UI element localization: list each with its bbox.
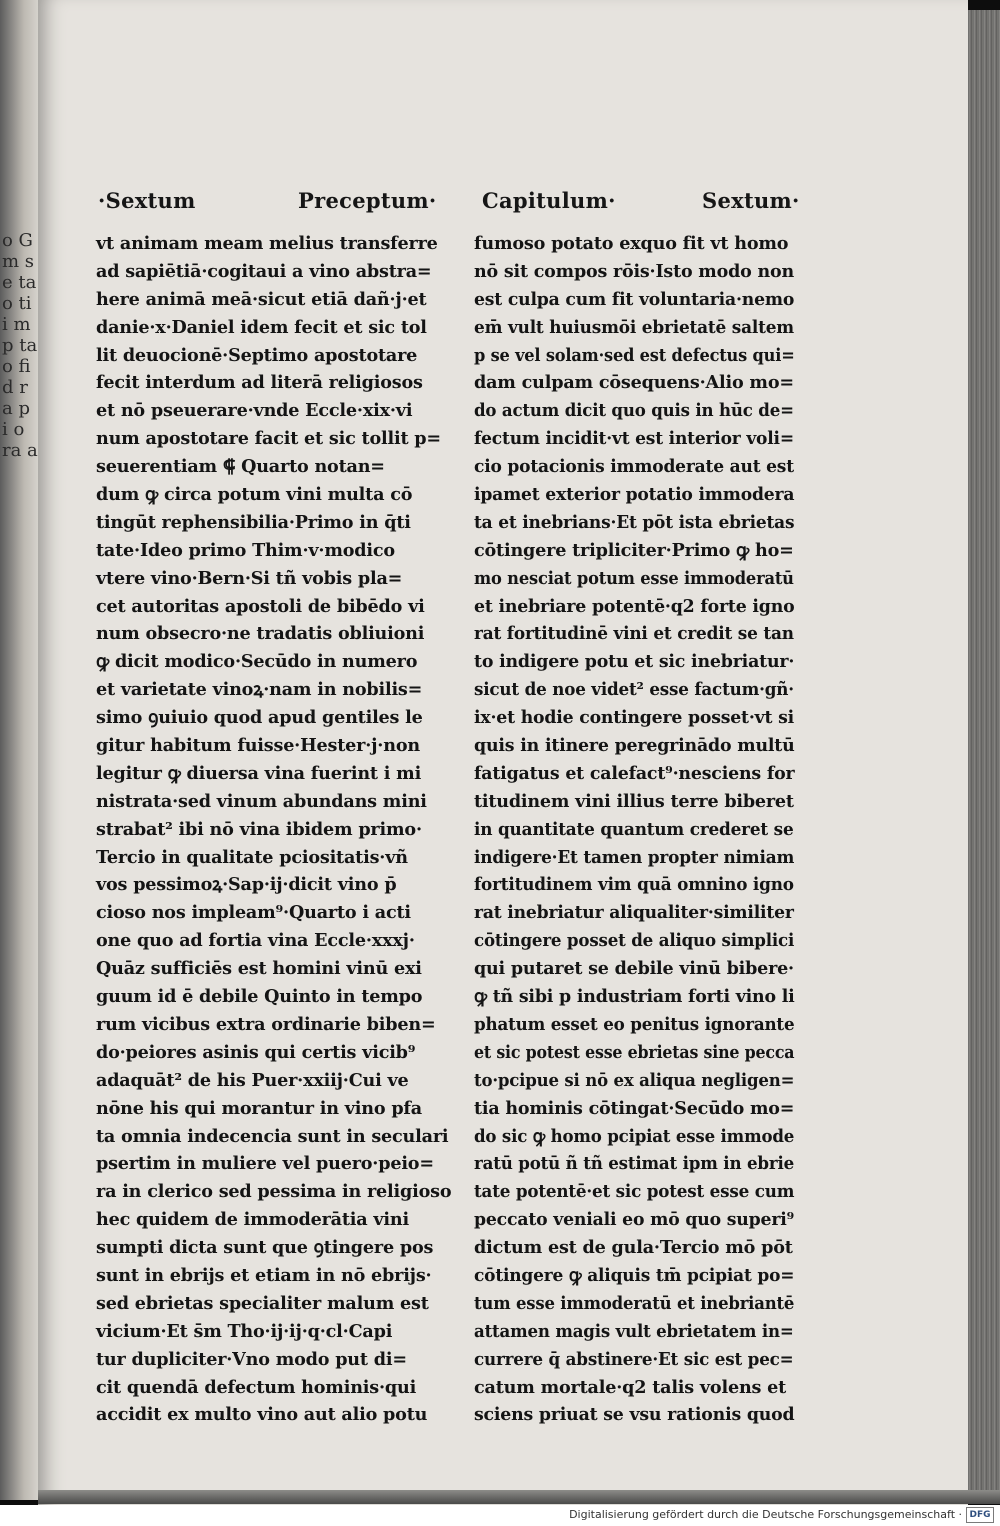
text-line: ꝙ dicit modico·Secūdo in numero <box>96 651 418 673</box>
text-line: vicium·Et s̄m Tho·ij·ij·q·cl·Capi <box>96 1320 393 1342</box>
text-line: currere q̄ abstinere·Et sic est pec= <box>474 1348 794 1370</box>
text-line: rum vicibus extra ordinarie biben= <box>96 1013 436 1035</box>
text-line: hec quidem de immoderātia vini <box>96 1209 409 1231</box>
text-line: rat inebriatur aliqualiter·similiter <box>474 902 794 924</box>
text-line: tate·Ideo primo Thim·v·modico <box>96 539 395 561</box>
text-line: cioso nos impleam⁹·Quarto i acti <box>96 902 411 924</box>
text-line: gitur habitum fuisse·Hester·j·non <box>96 735 420 757</box>
text-line: Tercio in qualitate pciositatis·vñ <box>96 846 408 868</box>
text-line: attamen magis vult ebrietatem in= <box>474 1320 794 1342</box>
text-line: sciens priuat se vsu rationis quod <box>474 1404 795 1426</box>
text-line: dam culpam cōsequens·Alio mo= <box>474 372 794 394</box>
text-line: fatigatus et calefact⁹·nesciens for <box>474 762 795 784</box>
text-line: indigere·Et tamen propter nimiam <box>474 846 795 868</box>
text-line: guum id ē debile Quinto in tempo <box>96 986 423 1008</box>
text-line: mo nesciat potum esse immoderatū <box>474 567 794 589</box>
previous-page-strip <box>0 0 40 1500</box>
text-line: nōne his qui morantur in vino pfa <box>96 1097 422 1119</box>
text-line: et varietate vinoꝝ·nam in nobilis= <box>96 679 423 701</box>
text-line: ta et inebrians·Et pōt ista ebrietas <box>474 511 795 533</box>
text-line: vos pessimoꝝ·Sap·ij·dicit vino p̄ <box>96 874 397 896</box>
text-line: catum mortale·q2 talis volens et <box>474 1376 787 1398</box>
text-line: vtere vino·Bern·Si tñ vobis pla= <box>96 567 403 589</box>
text-line: phatum esset eo penitus ignorante <box>474 1013 795 1035</box>
text-line: dictum est de gula·Tercio mō pōt <box>474 1237 793 1259</box>
margin-fragment: o G m se ta o ti i m p ta o fi d ra p i o ra a <box>2 230 38 461</box>
text-line: em̄ vult huiusmōi ebrietatē saltem <box>474 316 794 338</box>
text-line: et nō pseuerare·vnde Eccle·xix·vi <box>96 400 413 422</box>
text-line: ipamet exterior potatio immodera <box>474 484 795 506</box>
text-line: qui putaret se debile vinū bibere· <box>474 958 794 980</box>
text-line: nistrata·sed vinum abundans mini <box>96 790 427 812</box>
text-line: ix·et hodie contingere posset·vt si <box>474 707 794 729</box>
text-line: Quāz sufficiēs est homini vinū exi <box>96 958 422 980</box>
text-line: peccato veniali eo mō quo superi⁹ <box>474 1209 794 1231</box>
text-line: rat fortitudinē vini et credit se tan <box>474 623 794 645</box>
page-bottom-edge <box>38 1490 1000 1504</box>
text-line: to·pcipue si nō ex aliqua negligen= <box>474 1069 795 1091</box>
running-header-center-right: Capitulum· <box>482 188 616 213</box>
text-line: seuerentiam ⸿ Quarto notan= <box>96 456 385 478</box>
text-line: et inebriare potentē·q2 forte igno <box>474 595 795 617</box>
text-line: cōtingere ꝙ aliquis tm̄ pcipiat po= <box>474 1264 795 1286</box>
text-line: fumoso potato exquo fit vt homo <box>474 233 789 254</box>
text-line: num apostotare facit et sic tollit p= <box>96 428 441 450</box>
text-line: in quantitate quantum crederet se <box>474 818 794 840</box>
text-line: sunt in ebrijs et etiam in nō ebrijs· <box>96 1264 432 1286</box>
text-line: tia hominis cōtingat·Secūdo mo= <box>474 1097 795 1119</box>
text-line: sicut de noe videt² esse factum·gñ· <box>474 679 794 701</box>
text-line: ꝙ tñ sibi p industriam forti vino li <box>474 986 795 1008</box>
left-text-column <box>96 230 466 1429</box>
text-line: tate potentē·et sic potest esse cum <box>474 1181 795 1203</box>
text-line: danie·x·Daniel idem fecit et sic tol <box>96 316 427 338</box>
text-line: adaquāt² de his Puer·xxiij·Cui ve <box>96 1069 409 1091</box>
text-line: do sic ꝙ homo pcipiat esse immode <box>474 1125 795 1147</box>
text-line: do actum dicit quo quis in hūc de= <box>474 400 794 422</box>
text-line: sumpti dicta sunt que ꝯtingere pos <box>96 1237 434 1259</box>
text-line: tingūt rephensibilia·Primo in q̄ti <box>96 511 411 533</box>
right-text-column <box>474 230 794 1429</box>
text-line: to indigere potu et sic inebriatur· <box>474 651 795 673</box>
text-line: ad sapiētiā·cogitaui a vino abstra= <box>96 260 432 282</box>
text-line: et sic potest esse ebrietas sine pecca <box>474 1041 795 1063</box>
text-line: ratū potū ñ tñ estimat ipm in ebrie <box>474 1153 794 1175</box>
text-line: titudinem vini illius terre biberet <box>474 790 794 812</box>
text-line: strabat² ibi nō vina ibidem primo· <box>96 818 422 840</box>
footer-credit: Digitalisierung gefördert durch die Deutsche Forschungsgemeinschaft · <box>569 1508 962 1521</box>
running-header-right: Sextum· <box>702 188 800 213</box>
text-line: legitur ꝙ diuersa vina fuerint i mi <box>96 762 422 784</box>
text-line: sed ebrietas specialiter malum est <box>96 1292 429 1314</box>
text-line: fectum incidit·vt est interior voli= <box>474 428 794 450</box>
text-line: dum ꝙ circa potum vini multa cō <box>96 484 413 506</box>
dfg-logo: DFG <box>966 1507 994 1523</box>
text-line: vt animam meam melius transferre <box>96 233 438 254</box>
text-line: tur dupliciter·Vno modo put di= <box>96 1348 407 1370</box>
text-line: fortitudinem vim quā omnino igno <box>474 874 794 896</box>
text-line: cit quendā defectum hominis·qui <box>96 1376 417 1398</box>
text-line: ta omnia indecencia sunt in seculari <box>96 1125 449 1147</box>
text-line: cio potacionis immoderate aut est <box>474 456 794 478</box>
text-line: do·peiores asinis qui certis vicib⁹ <box>96 1041 416 1063</box>
text-line: simo ꝯuiuio quod apud gentiles le <box>96 707 423 729</box>
text-line: nō sit compos rōis·Isto modo non <box>474 260 794 282</box>
running-header-center-left: Preceptum· <box>298 188 437 213</box>
text-line: lit deuocionē·Septimo apostotare <box>96 344 418 366</box>
text-line: num obsecro·ne tradatis obliuioni <box>96 623 425 645</box>
text-line: fecit interdum ad literā religiosos <box>96 372 423 394</box>
text-line: here animā meā·sicut etiā dañ·j·et <box>96 288 427 310</box>
text-line: cōtingere posset de aliquo simplici <box>474 930 795 952</box>
text-line: p se vel solam·sed est defectus qui= <box>474 344 795 366</box>
text-line: est culpa cum fit voluntaria·nemo <box>474 288 795 310</box>
text-line: quis in itinere peregrinādo multū <box>474 735 795 757</box>
text-line: cōtingere tripliciter·Primo ꝙ ho= <box>474 539 794 561</box>
text-line: one quo ad fortia vina Eccle·xxxj· <box>96 930 415 952</box>
text-line: cet autoritas apostoli de bibēdo vi <box>96 595 425 617</box>
text-line: accidit ex multo vino aut alio potu <box>96 1404 428 1426</box>
text-line: ra in clerico sed pessima in religioso <box>96 1181 452 1203</box>
running-header-left: ·Sextum <box>98 188 196 213</box>
text-line: tum esse immoderatū et inebriantē <box>474 1292 795 1314</box>
page-stack-edge <box>968 10 1000 1500</box>
text-line: psertim in muliere vel puero·peio= <box>96 1153 434 1175</box>
